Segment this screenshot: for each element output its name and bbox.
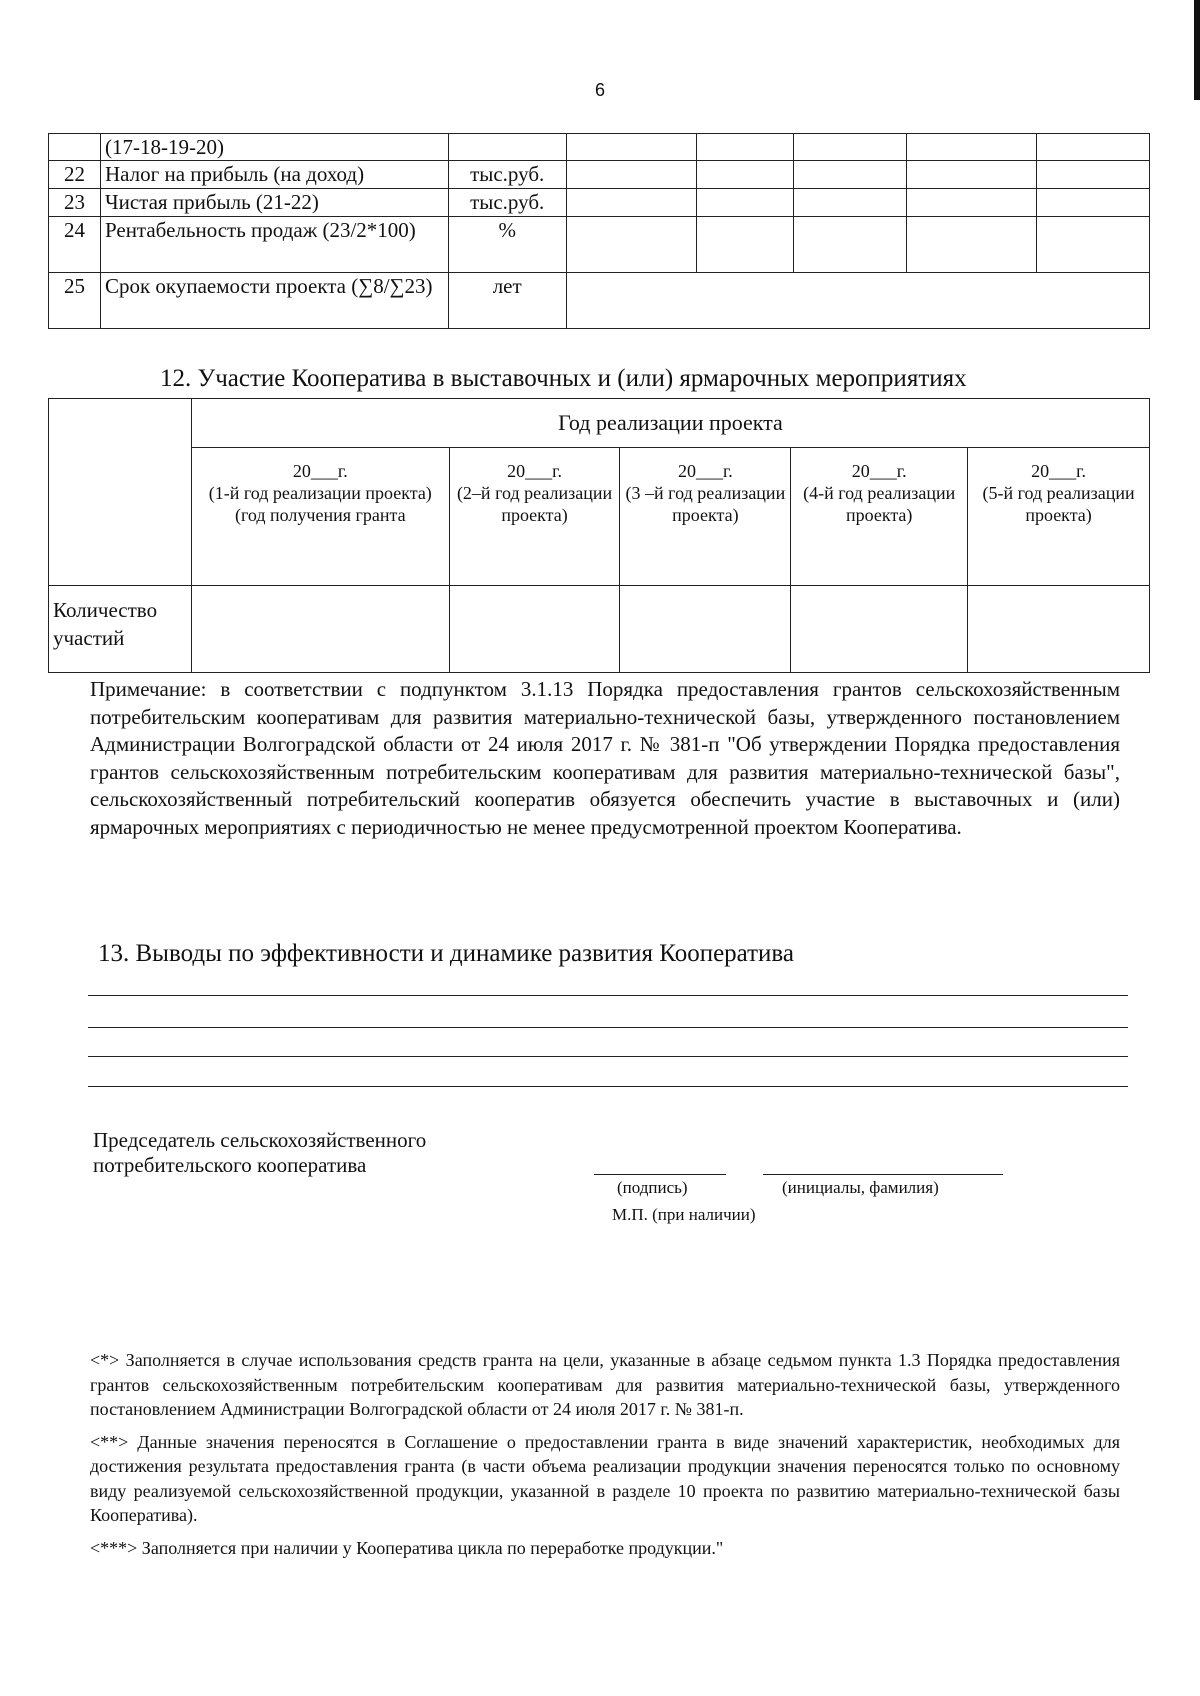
year-label: 20___г. (292, 461, 348, 481)
indicator-unit: % (448, 217, 566, 273)
table-row (49, 189, 1150, 217)
chairman-label-line-2: потребительского кооператива (93, 1153, 367, 1177)
year-header: Год реализации проекта (191, 399, 1149, 448)
table-row (49, 399, 1150, 448)
year-description: (2–й год реализации проекта) (456, 483, 613, 525)
row-label-participations: Количество участий (49, 586, 192, 673)
year-extra: (год получения гранта (234, 505, 406, 525)
year-column-2 (449, 448, 620, 586)
value-cell (907, 189, 1037, 217)
indicator-name: Чистая прибыль (21-22) (100, 189, 448, 217)
value-cell (1037, 217, 1150, 273)
row-number: 23 (49, 189, 101, 217)
value-cell (794, 189, 907, 217)
table-row (49, 134, 1150, 161)
indicator-unit (448, 134, 566, 161)
chairman-label-line-1: Председатель сельскохозяйственного (93, 1128, 427, 1152)
exhibition-participation-table (48, 398, 1150, 673)
row-number: 24 (49, 217, 101, 273)
name-caption: (инициалы, фамилия) (782, 1178, 939, 1197)
indicator-name: Срок окупаемости проекта (∑8/∑23) (100, 273, 448, 329)
signature-caption: (подпись) (617, 1178, 688, 1197)
value-cell (696, 134, 794, 161)
year-column-5 (968, 448, 1150, 586)
name-line (763, 1174, 1003, 1175)
footnotes (90, 1348, 1120, 1568)
value-cell (1037, 189, 1150, 217)
value-cell (696, 161, 794, 189)
value-cell (566, 134, 696, 161)
signature-line (594, 1174, 726, 1175)
table-row (49, 217, 1150, 273)
value-cell (968, 586, 1150, 673)
indicator-unit: тыс.руб. (448, 161, 566, 189)
section-12-title: 12. Участие Кооператива в выставочных и (или) ярмарочных мероприятиях (160, 365, 967, 392)
conclusion-line-4 (88, 1086, 1128, 1087)
value-cell (696, 217, 794, 273)
year-column-4 (791, 448, 968, 586)
chairman-label (93, 1128, 426, 1178)
value-cell (566, 217, 696, 273)
value-cell (449, 586, 620, 673)
section-13-title: 13. Выводы по эффективности и динамике развития Кооператива (98, 940, 794, 967)
value-cell (907, 134, 1037, 161)
indicator-unit: тыс.руб. (448, 189, 566, 217)
year-column-3 (620, 448, 791, 586)
year-label: 20___г. (677, 461, 733, 481)
value-cell (620, 586, 791, 673)
footnote-1: <*> Заполняется в случае использования средств гранта на цели, указанные в абзаце седьмом пункта 1.3 Порядка предоставления грантов сельскохозяйственным потребительским кооперативам для развития материально-технической базы, утвержденного постановлением Администрации Волгоградской области от 24 июля 2017 г. № 381-п. (90, 1350, 1120, 1419)
table-row (49, 161, 1150, 189)
table-row (49, 586, 1150, 673)
financial-indicators-table (48, 133, 1150, 329)
row-number: 25 (49, 273, 101, 329)
value-cell (1037, 134, 1150, 161)
value-cell (907, 217, 1037, 273)
page-number: 6 (594, 80, 605, 100)
value-cell (794, 134, 907, 161)
year-description: (5-й год реализации проекта) (982, 483, 1135, 525)
conclusion-line-2 (88, 1027, 1128, 1028)
indicator-name: Рентабельность продаж (23/2*100) (100, 217, 448, 273)
year-label: 20___г. (851, 461, 907, 481)
year-column-1 (191, 448, 449, 586)
year-label: 20___г. (507, 461, 562, 481)
value-cell (696, 189, 794, 217)
conclusion-line-3 (88, 1056, 1128, 1057)
year-description: (4-й год реализации проекта) (803, 483, 956, 525)
table-row (49, 273, 1150, 329)
value-cell (791, 586, 968, 673)
header-corner-cell (49, 399, 192, 586)
year-description: (3 –й год реализации проекта) (625, 483, 786, 525)
value-cell (566, 161, 696, 189)
row-number: 22 (49, 161, 101, 189)
conclusion-line-1 (88, 995, 1128, 996)
footnote-2: <**> Данные значения переносятся в Соглашение о предоставлении гранта в виде значений характеристик, необходимых для достижения результата предоставления гранта (в части объема реализации продукции значения переносятся только по основному виду реализуемой сельскохозяйственной продукции, указанной в разделе 10 проекта по развитию материально-технической базы Кооператива). (90, 1431, 1120, 1525)
year-label: 20___г. (1031, 461, 1086, 481)
value-cell (794, 217, 907, 273)
year-description: (1-й год реализации проекта) (208, 483, 432, 503)
table-row (49, 448, 1150, 586)
value-cell (794, 161, 907, 189)
value-cell (566, 189, 696, 217)
indicator-name: Налог на прибыль (на доход) (100, 161, 448, 189)
value-cell (1037, 161, 1150, 189)
value-cell (191, 586, 449, 673)
footnote-3: <***> Заполняется при наличии у Кооператива цикла по переработке продукции." (90, 1537, 724, 1558)
indicator-name: (17-18-19-20) (100, 134, 448, 161)
indicator-unit: лет (448, 273, 566, 329)
value-cell (907, 161, 1037, 189)
row-number (49, 134, 101, 161)
stamp-note: М.П. (при наличии) (612, 1205, 756, 1224)
value-cell-merged (566, 273, 1149, 329)
section-12-note: Примечание: в соответствии с подпунктом 3.1.13 Порядка предоставления грантов сельскохозяйственным потребительским кооперативам для развития материально-технической базы, утвержденного постановлением Администрации Волгоградской области от 24 июля 2017 г. № 381-п "Об утверждении Порядка предоставления грантов сельскохозяйственным потребительским кооперативам для развития материально-технической базы", сельскохозяйственный потребительский кооператив обязуется обеспечить участие в выставочных и (или) ярмарочных мероприятиях с периодичностью не менее предусмотренной проектом Кооператива. (90, 677, 1120, 839)
